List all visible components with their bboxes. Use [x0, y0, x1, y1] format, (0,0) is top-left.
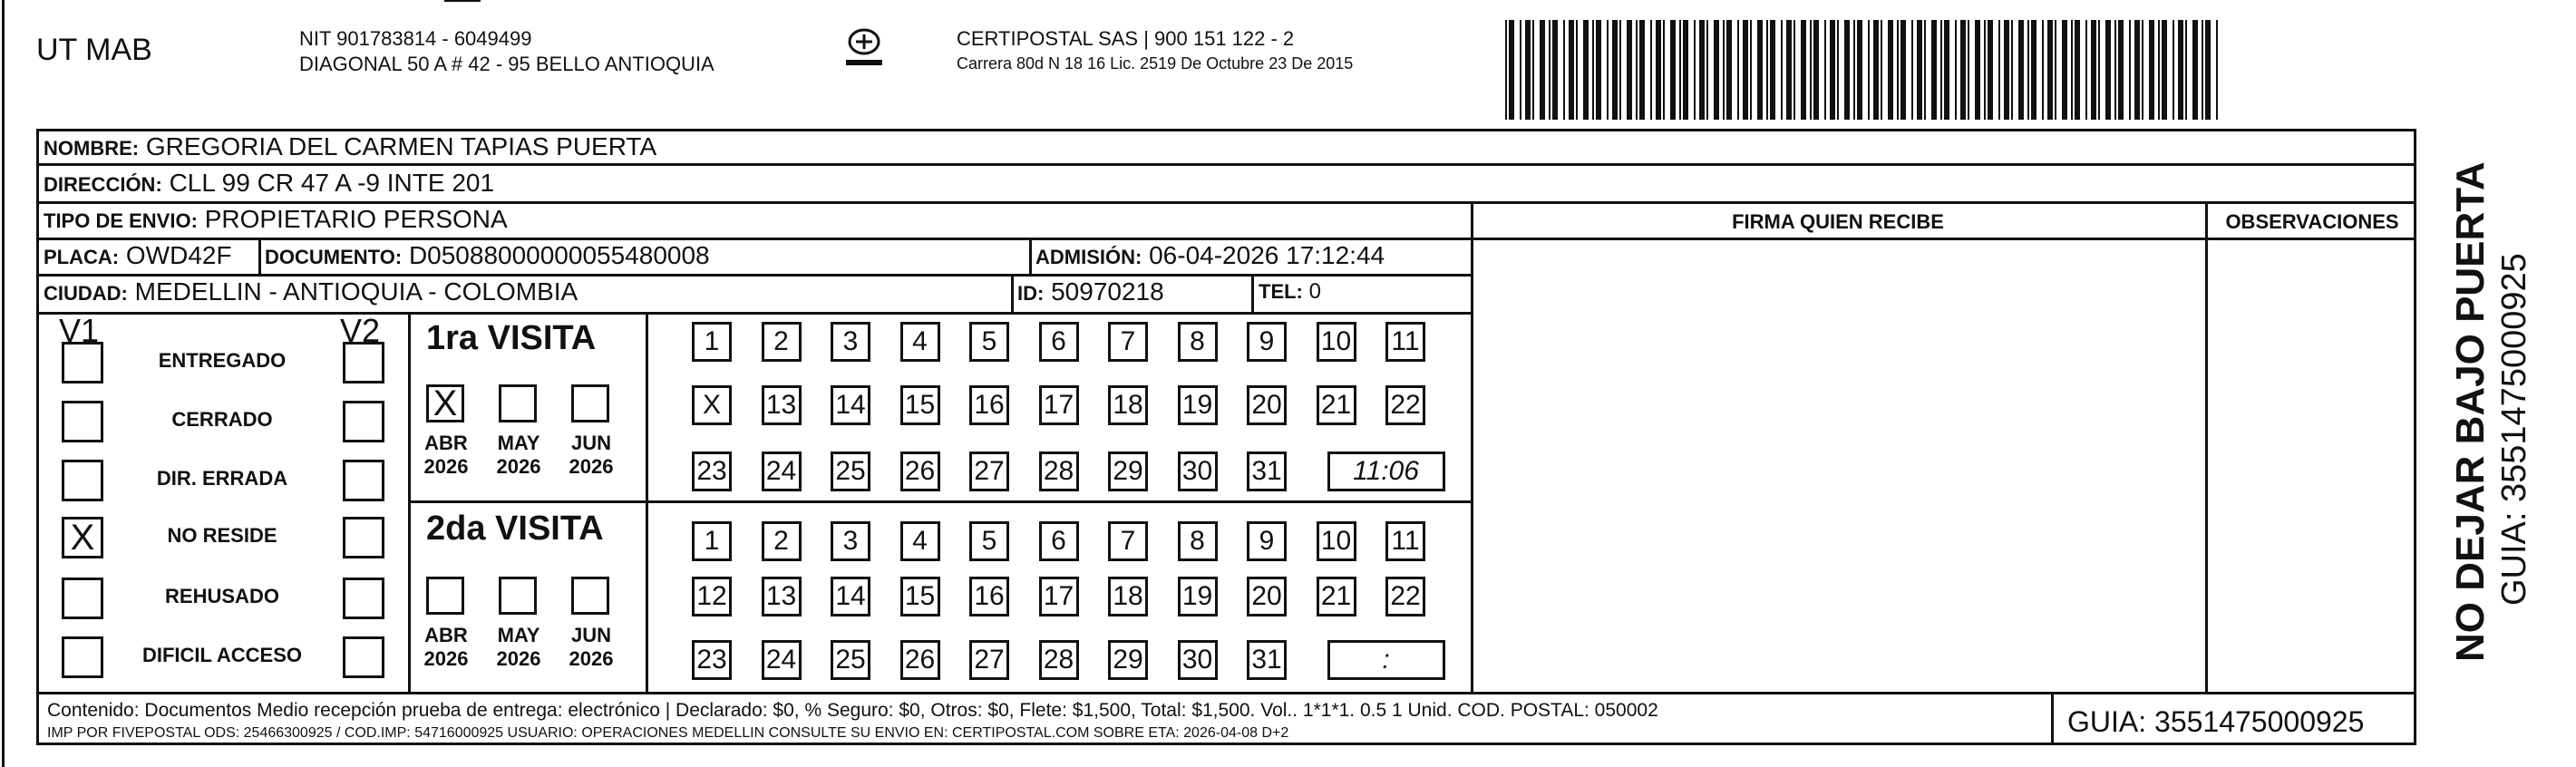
- barcode-bar: [1694, 20, 1696, 120]
- barcode-bar: [1714, 20, 1719, 120]
- barcode-bar: [1770, 20, 1775, 120]
- barcode-bar: [2216, 20, 2218, 120]
- day-cell[interactable]: 22: [1385, 577, 1425, 617]
- tel-row: [1259, 279, 1321, 305]
- barcode-bar: [2042, 20, 2044, 120]
- day-cell[interactable]: 15: [900, 385, 940, 425]
- day-cell[interactable]: 27: [969, 640, 1009, 680]
- barcode-bar: [2114, 20, 2116, 120]
- admision-sep: [1029, 238, 1032, 274]
- barcode-bar: [1706, 20, 1708, 120]
- cert-line2: Carrera 80d N 18 16 Lic. 2519 De Octubre 23 De 2015: [957, 54, 1354, 73]
- barcode-bar: [2205, 20, 2211, 120]
- tel-value: 0: [1308, 279, 1321, 304]
- day-cell[interactable]: 14: [831, 385, 870, 425]
- day-cell[interactable]: 12: [692, 577, 732, 617]
- row-line-5: [36, 312, 1473, 315]
- day-cell[interactable]: 30: [1178, 451, 1218, 491]
- status-v1-checkbox[interactable]: [62, 636, 103, 678]
- barcode-bar: [1924, 20, 1926, 120]
- status-v2-checkbox[interactable]: [343, 401, 384, 442]
- day-cell[interactable]: 8: [1178, 322, 1218, 362]
- day-cell[interactable]: 15: [900, 577, 940, 617]
- documento-label: DOCUMENTO:: [265, 246, 403, 268]
- direccion-value: CLL 99 CR 47 A -9 INTE 201: [169, 169, 495, 197]
- status-v1-checkbox[interactable]: X: [62, 517, 103, 558]
- barcode-bar: [1583, 20, 1589, 120]
- barcode-bar: [2027, 20, 2029, 120]
- day-cell[interactable]: 27: [969, 451, 1009, 491]
- barcode-bar: [1960, 20, 1966, 120]
- day-cell[interactable]: 7: [1108, 521, 1148, 561]
- barcode-bar: [2202, 20, 2203, 120]
- barcode-bar: [2185, 20, 2187, 120]
- day-cell[interactable]: 31: [1247, 640, 1287, 680]
- barcode-bar: [2085, 20, 2087, 120]
- day-cell[interactable]: 11: [1385, 521, 1425, 561]
- nombre-row: [44, 132, 656, 161]
- ciudad-label: CIUDAD:: [44, 282, 128, 305]
- barcode-bar: [1868, 20, 1870, 120]
- month-checkbox[interactable]: [571, 577, 609, 615]
- status-label: ENTREGADO: [158, 349, 287, 372]
- day-cell[interactable]: 6: [1039, 521, 1079, 561]
- tel-label: TEL:: [1259, 280, 1303, 303]
- day-cell[interactable]: 13: [762, 385, 802, 425]
- top-border: [444, 0, 481, 2]
- v2-label: V2: [340, 312, 381, 349]
- status-label: CERRADO: [171, 408, 273, 431]
- day-cell[interactable]: 24: [762, 451, 802, 491]
- barcode-bar: [1940, 20, 1942, 120]
- barcode-bar: [1955, 20, 1957, 120]
- visit2-title: 2da VISITA: [426, 510, 604, 548]
- status-v2-checkbox[interactable]: [343, 460, 384, 501]
- barcode-bar: [2071, 20, 2073, 120]
- day-cell[interactable]: 21: [1317, 577, 1356, 617]
- month-label: ABR: [424, 624, 468, 646]
- year-label: 2026: [423, 647, 469, 670]
- barcode-bar: [1650, 20, 1652, 120]
- day-cell[interactable]: 10: [1317, 521, 1356, 561]
- barcode-bar: [1984, 20, 1986, 120]
- tipo-value: PROPIETARIO PERSONA: [204, 205, 508, 233]
- v1-label: V1: [59, 312, 100, 349]
- barcode-bar: [1612, 20, 1618, 120]
- side-guia: GUIA: 3551475000925: [2495, 253, 2533, 606]
- barcode-bar: [1801, 20, 1806, 120]
- visit1-title: 1ra VISITA: [426, 319, 597, 357]
- day-cell[interactable]: 3: [831, 322, 870, 362]
- barcode-bar: [1786, 20, 1792, 120]
- certipostal-logo: [841, 25, 887, 71]
- time-field[interactable]: :: [1327, 640, 1445, 680]
- day-cell[interactable]: 30: [1178, 640, 1218, 680]
- barcode-bar: [2158, 20, 2160, 120]
- barcode-bar: [1656, 20, 1661, 120]
- day-cell[interactable]: 5: [969, 521, 1009, 561]
- barcode-bar: [2062, 20, 2067, 120]
- day-cell[interactable]: 10: [1317, 322, 1356, 362]
- barcode-bar: [1607, 20, 1609, 120]
- day-cell[interactable]: 14: [831, 577, 870, 617]
- barcode-bar: [1737, 20, 1739, 120]
- barcode-bar: [1726, 20, 1732, 120]
- year-label: 2026: [423, 455, 469, 478]
- barcode: [1505, 20, 2231, 120]
- barcode-bar: [1520, 20, 1521, 120]
- placa-label: PLACA:: [44, 246, 120, 268]
- direccion-label: DIRECCIÓN:: [44, 173, 162, 196]
- barcode-bar: [2031, 20, 2036, 120]
- barcode-bar: [2118, 20, 2124, 120]
- barcode-bar: [1888, 20, 1893, 120]
- ciudad-row: [44, 277, 578, 306]
- status-label: DIR. ERRADA: [156, 467, 288, 490]
- barcode-bar: [1837, 20, 1839, 120]
- barcode-bar: [2173, 20, 2174, 120]
- barcode-bar: [1968, 20, 1969, 120]
- month-checkbox[interactable]: [571, 384, 609, 422]
- documento-value: D05088000000055480008: [408, 241, 710, 269]
- company-name: UT MAB: [36, 33, 152, 67]
- day-cell[interactable]: 9: [1247, 322, 1287, 362]
- barcode-bar: [2018, 20, 2024, 120]
- barcode-bar: [1549, 20, 1550, 120]
- day-cell[interactable]: 19: [1178, 577, 1218, 617]
- day-cell[interactable]: 7: [1108, 322, 1148, 362]
- barcode-bar: [1998, 20, 2000, 120]
- left-border: [2, 0, 5, 767]
- barcode-bar: [2134, 20, 2140, 120]
- barcode-bar: [1679, 20, 1681, 120]
- time-field[interactable]: 11:06: [1327, 451, 1445, 491]
- documento-row: [265, 241, 710, 270]
- barcode-bar: [1627, 20, 1632, 120]
- status-v2-checkbox[interactable]: [343, 578, 384, 619]
- barcode-bar: [1931, 20, 1937, 120]
- direccion-row: [44, 169, 494, 198]
- id-row: [1017, 277, 1164, 306]
- barcode-bar: [1944, 20, 1949, 120]
- ciudad-value: MEDELLIN - ANTIOQUIA - COLOMBIA: [134, 277, 578, 306]
- row-line-4: [36, 274, 1473, 277]
- barcode-bar: [2055, 20, 2056, 120]
- barcode-bar: [2192, 20, 2198, 120]
- day-cell[interactable]: 5: [969, 322, 1009, 362]
- tipo-row: [44, 205, 508, 234]
- month-checkbox[interactable]: [426, 577, 464, 615]
- barcode-bar: [1900, 20, 1906, 120]
- barcode-bar: [1873, 20, 1879, 120]
- barcode-bar: [1813, 20, 1819, 120]
- barcode-bar: [2149, 20, 2154, 120]
- day-cell[interactable]: 19: [1178, 385, 1218, 425]
- placa-row: [44, 241, 232, 270]
- barcode-bar: [1619, 20, 1621, 120]
- status-v1-checkbox[interactable]: [62, 578, 103, 619]
- cert-line1: CERTIPOSTAL SAS | 900 151 122 - 2: [957, 27, 1295, 50]
- month-checkbox[interactable]: [499, 577, 537, 615]
- day-cell[interactable]: 26: [900, 451, 940, 491]
- day-cell[interactable]: 9: [1247, 521, 1287, 561]
- visit-divider: [408, 500, 1471, 503]
- day-cell[interactable]: 3: [831, 521, 870, 561]
- day-cell[interactable]: 21: [1317, 385, 1356, 425]
- barcode-bar: [1699, 20, 1705, 120]
- admision-value: 06-04-2026 17:12:44: [1149, 241, 1385, 269]
- barcode-bar: [1683, 20, 1688, 120]
- day-cell[interactable]: 18: [1108, 577, 1148, 617]
- day-cell[interactable]: 2: [762, 322, 802, 362]
- barcode-bar: [2091, 20, 2096, 120]
- day-cell[interactable]: 31: [1247, 451, 1287, 491]
- day-cell[interactable]: 4: [900, 322, 940, 362]
- barcode-bar: [1830, 20, 1835, 120]
- barcode-bar: [1853, 20, 1855, 120]
- barcode-bar: [1636, 20, 1638, 120]
- row-line-2: [36, 201, 2416, 204]
- barcode-bar: [1857, 20, 1862, 120]
- side-warning: NO DEJAR BAJO PUERTA: [2448, 161, 2493, 662]
- day-cell[interactable]: 16: [969, 385, 1009, 425]
- month-checkbox[interactable]: [499, 384, 537, 422]
- tel-sep: [1251, 274, 1254, 312]
- nit-line: NIT 901783814 - 6049499: [299, 27, 532, 50]
- day-cell[interactable]: 1: [692, 322, 732, 362]
- barcode-bar: [1844, 20, 1850, 120]
- barcode-bar: [1552, 20, 1558, 120]
- row-line-footer: [36, 692, 2416, 694]
- day-cell[interactable]: 6: [1039, 322, 1079, 362]
- day-cell[interactable]: 13: [762, 577, 802, 617]
- nombre-label: NOMBRE:: [44, 137, 140, 160]
- barcode-bar: [1911, 20, 1913, 120]
- barcode-bar: [1596, 20, 1601, 120]
- year-label: 2026: [496, 647, 541, 670]
- year-label: 2026: [496, 455, 541, 478]
- barcode-bar: [1569, 20, 1574, 120]
- day-cell[interactable]: 4: [900, 521, 940, 561]
- placa-sep: [258, 238, 261, 274]
- status-label: REHUSADO: [165, 585, 279, 607]
- barcode-bar: [2075, 20, 2080, 120]
- barcode-bar: [2142, 20, 2143, 120]
- day-cell[interactable]: 8: [1178, 521, 1218, 561]
- status-v1-checkbox[interactable]: [62, 342, 103, 384]
- month-label: ABR: [424, 432, 468, 454]
- barcode-bar: [2047, 20, 2053, 120]
- barcode-bar: [2004, 20, 2009, 120]
- status-v2-checkbox[interactable]: [343, 342, 384, 384]
- row-line-3: [36, 238, 2416, 240]
- admision-row: [1035, 241, 1385, 270]
- footer-line1: Contenido: Documentos Medio recepción prueba de entrega: electrónico | Declarado: $0, % Seguro: $0, Otros: $0, Flete: $1,500, Total: $1,500. Vol.. 1*1*1. 0.5 1 Unid. COD. POSTAL: 050002: [47, 700, 1658, 721]
- barcode-bar: [1810, 20, 1812, 120]
- day-cell[interactable]: 16: [969, 577, 1009, 617]
- day-cell[interactable]: 25: [831, 640, 870, 680]
- barcode-bar: [1757, 20, 1763, 120]
- day-cell[interactable]: 20: [1247, 385, 1287, 425]
- day-cell[interactable]: X: [692, 385, 732, 425]
- barcode-bar: [1670, 20, 1676, 120]
- col-firma-left: [1471, 201, 1473, 692]
- status-label: NO RESIDE: [167, 524, 277, 547]
- day-cell[interactable]: 1: [692, 521, 732, 561]
- day-cell[interactable]: 29: [1108, 640, 1148, 680]
- day-cell[interactable]: 24: [762, 640, 802, 680]
- barcode-bar: [1975, 20, 1980, 120]
- placa-value: OWD42F: [125, 241, 232, 269]
- observaciones-header: OBSERVACIONES: [2225, 210, 2399, 233]
- barcode-bar: [1525, 20, 1531, 120]
- barcode-bar: [1766, 20, 1768, 120]
- barcode-bar: [1505, 20, 1507, 120]
- year-label: 2026: [569, 455, 614, 478]
- barcode-bar: [1824, 20, 1826, 120]
- col-obs-left: [2205, 201, 2208, 692]
- month-label: JUN: [570, 624, 611, 646]
- status-v1-checkbox[interactable]: [62, 401, 103, 442]
- nombre-value: GREGORIA DEL CARMEN TAPIAS PUERTA: [145, 132, 657, 160]
- firma-header: FIRMA QUIEN RECIBE: [1732, 210, 1944, 233]
- barcode-bar: [1576, 20, 1578, 120]
- day-cell[interactable]: 23: [692, 640, 732, 680]
- month-label: JUN: [570, 432, 611, 454]
- footer-guia-sep: [2051, 692, 2054, 745]
- barcode-bar: [1793, 20, 1795, 120]
- day-cell[interactable]: 20: [1247, 577, 1287, 617]
- barcode-bar: [1988, 20, 1993, 120]
- barcode-bar: [1743, 20, 1748, 120]
- barcode-bar: [2011, 20, 2013, 120]
- status-v2-checkbox[interactable]: [343, 517, 384, 558]
- barcode-bar: [1592, 20, 1594, 120]
- id-value: 50970218: [1051, 277, 1164, 306]
- logo-icon: [841, 25, 887, 71]
- month-checkbox[interactable]: X: [426, 384, 464, 422]
- barcode-bar: [2178, 20, 2183, 120]
- year-label: 2026: [569, 647, 614, 670]
- barcode-bar: [2105, 20, 2111, 120]
- address-line: DIAGONAL 50 A # 42 - 95 BELLO ANTIOQUIA: [299, 53, 714, 75]
- day-cell[interactable]: 23: [692, 451, 732, 491]
- barcode-bar: [1663, 20, 1665, 120]
- barcode-bar: [1917, 20, 1922, 120]
- barcode-bar: [2162, 20, 2167, 120]
- barcode-bar: [2129, 20, 2131, 120]
- admision-label: ADMISIÓN:: [1035, 246, 1142, 268]
- barcode-bar: [1881, 20, 1882, 120]
- day-cell[interactable]: 28: [1039, 451, 1079, 491]
- tipo-label: TIPO DE ENVIO:: [44, 209, 198, 232]
- barcode-bar: [1540, 20, 1545, 120]
- barcode-bar: [1723, 20, 1725, 120]
- footer-line2: IMP POR FIVEPOSTAL ODS: 25466300925 / COD.IMP: 54716000925 USUARIO: OPERACIONES MEDELLIN CONSULTE SU ENVIO EN: CERTIPOSTAL.COM SOBRE ETA: 2026-04-08 D+2: [47, 725, 1289, 741]
- footer-guia: GUIA: 3551475000925: [2067, 705, 2365, 738]
- status-v1-checkbox[interactable]: [62, 460, 103, 501]
- status-v2-checkbox[interactable]: [343, 636, 384, 678]
- day-cell[interactable]: 17: [1039, 577, 1079, 617]
- day-cell[interactable]: 28: [1039, 640, 1079, 680]
- status-label: DIFICIL ACCESO: [141, 644, 302, 666]
- barcode-bar: [2098, 20, 2100, 120]
- day-cell[interactable]: 18: [1108, 385, 1148, 425]
- barcode-bar: [1897, 20, 1899, 120]
- barcode-bar: [1750, 20, 1752, 120]
- month-label: MAY: [497, 624, 540, 646]
- row-line-1: [36, 163, 2416, 166]
- barcode-bar: [1509, 20, 1514, 120]
- day-cell[interactable]: 29: [1108, 451, 1148, 491]
- barcode-bar: [1639, 20, 1645, 120]
- barcode-bar: [1532, 20, 1534, 120]
- month-label: MAY: [497, 432, 540, 454]
- barcode-bar: [1781, 20, 1783, 120]
- barcode-bar: [1563, 20, 1565, 120]
- day-cell[interactable]: 17: [1039, 385, 1079, 425]
- day-cell[interactable]: 26: [900, 640, 940, 680]
- id-sep: [1011, 274, 1014, 312]
- day-cell[interactable]: 25: [831, 451, 870, 491]
- id-label: ID:: [1017, 282, 1045, 305]
- day-cell[interactable]: 22: [1385, 385, 1425, 425]
- day-cell[interactable]: 2: [762, 521, 802, 561]
- day-cell[interactable]: 11: [1385, 322, 1425, 362]
